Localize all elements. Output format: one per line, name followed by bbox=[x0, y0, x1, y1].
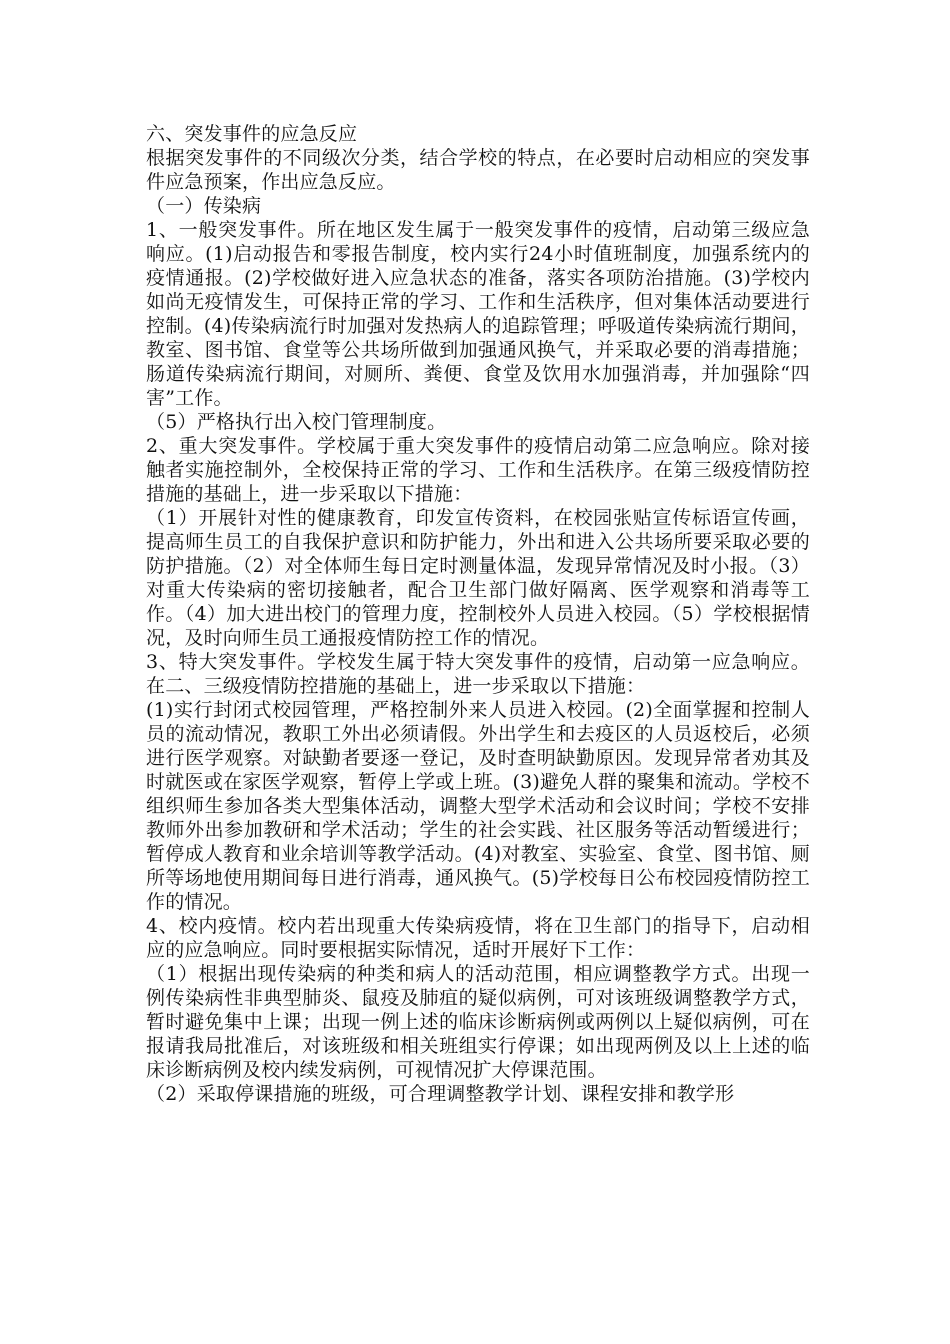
paragraph-extraordinary-event-measures: (1)实行封闭式校园管理，严格控制外来人员进入校园。(2)全面掌握和控制人员的流动情况，教职工外出必须请假。外出学生和去疫区的人员返校后，必须进行医学观察。对缺勤者要逐一登记，及时查明缺勤原因。发现异常者劝其及时就医或在家医学观察，暂停上学或上班。(3)避免人群的聚集和流动。学校不组织师生参加各类大型集体活动，调整大型学术活动和会议时间；学校不安排教师外出参加教研和学术活动；学生的社会实践、社区服务等活动暂缓进行；暂停成人教育和业余培训等教学活动。(4)对教室、实验室、食堂、图书馆、厕所等场地使用期间每日进行消毒，通风换气。(5)学校每日公布校园疫情防控工作的情况。 bbox=[146, 699, 810, 913]
paragraph-extraordinary-event: 3、特大突发事件。学校发生属于特大突发事件的疫情，启动第一应急响应。在二、三级疫情防控措施的基础上，进一步采取以下措施： bbox=[146, 651, 810, 697]
paragraph-gate-management: （5）严格执行出入校门管理制度。 bbox=[146, 411, 447, 433]
paragraph-major-event: 2、重大突发事件。学校属于重大突发事件的疫情启动第二应急响应。除对接触者实施控制外，全校保持正常的学习、工作和生活秩序。在第三级疫情防控措施的基础上，进一步采取以下措施： bbox=[146, 435, 810, 505]
document-page bbox=[146, 122, 810, 1106]
intro-paragraph: 根据突发事件的不同级次分类，结合学校的特点，在必要时启动相应的突发事件应急预案，作出应急反应。 bbox=[146, 147, 810, 193]
paragraph-class-suspension: （2）采取停课措施的班级，可合理调整教学计划、课程安排和教学形 bbox=[146, 1083, 735, 1105]
paragraph-general-event: 1、一般突发事件。所在地区发生属于一般突发事件的疫情，启动第三级应急响应。(1)启动报告和零报告制度，校内实行24小时值班制度，加强系统内的疫情通报。(2)学校做好进入应急状态的准备，落实各项防治措施。(3)学校内如尚无疫情发生，可保持正常的学习、工作和生活秩序，但对集体活动要进行控制。(4)传染病流行时加强对发热病人的追踪管理；呼吸道传染病流行期间，教室、图书馆、食堂等公共场所做到加强通风换气，并采取必要的消毒措施；肠道传染病流行期间，对厕所、粪便、食堂及饮用水加强消毒，并加强除“四害”工作。 bbox=[146, 219, 810, 409]
subsection-heading-infectious-disease: （一）传染病 bbox=[146, 195, 262, 217]
paragraph-major-event-measures: （1）开展针对性的健康教育，印发宣传资料，在校园张贴宣传标语宣传画，提高师生员工的自我保护意识和防护能力，外出和进入公共场所要采取必要的防护措施。（2）对全体师生每日定时测量体温，发现异常情况及时小报。（3）对重大传染病的密切接触者，配合卫生部门做好隔离、医学观察和消毒等工作。（4）加大进出校门的管理力度，控制校外人员进入校园。（5）学校根据情况，及时向师生员工通报疫情防控工作的情况。 bbox=[146, 507, 810, 649]
section-heading: 六、突发事件的应急反应 bbox=[146, 123, 358, 145]
paragraph-adjust-teaching: （1）根据出现传染病的种类和病人的活动范围，相应调整教学方式。出现一例传染病性非典型肺炎、鼠疫及肺疽的疑似病例，可对该班级调整教学方式，暂时避免集中上课；出现一例上述的临床诊断病例或两例以上疑似病例，可在报请我局批准后，对该班级和相关班组实行停课；如出现两例及以上上述的临床诊断病例及校内续发病例，可视情况扩大停课范围。 bbox=[146, 963, 810, 1081]
paragraph-campus-epidemic: 4、校内疫情。校内若出现重大传染病疫情，将在卫生部门的指导下，启动相应的应急响应。同时要根据实际情况，适时开展好下工作： bbox=[146, 915, 810, 961]
